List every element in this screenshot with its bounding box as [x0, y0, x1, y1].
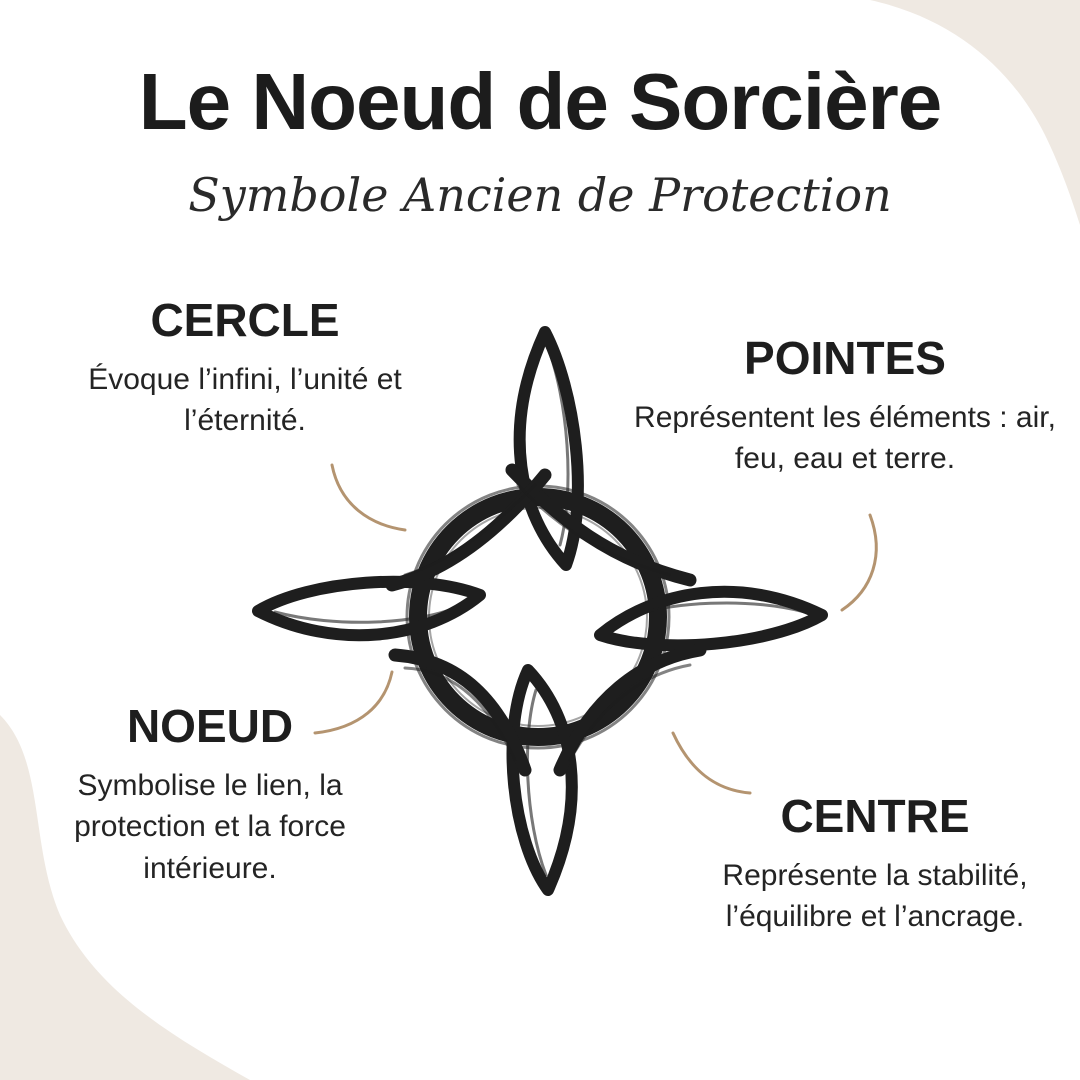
- cercle-description: Évoque l’infini, l’unité et l’éternité.: [88, 362, 402, 438]
- connector-cercle: [332, 465, 405, 530]
- page-subtitle: Symbole Ancien de Protection: [188, 168, 892, 222]
- label-block-centre: [690, 790, 1060, 938]
- label-block-noeud: [30, 700, 390, 889]
- page-title: Le Noeud de Sorcière: [138, 57, 942, 146]
- centre-heading: CENTRE: [780, 790, 970, 842]
- label-block-cercle: [55, 294, 435, 442]
- label-block-pointes: [625, 332, 1065, 480]
- noeud-description: Symbolise le lien, la protection et la force intérieure.: [74, 768, 346, 885]
- connector-pointes: [842, 515, 876, 610]
- knot-point-right: [600, 592, 822, 646]
- centre-description: Représente la stabilité, l’équilibre et l’ancrage.: [722, 858, 1028, 934]
- cercle-heading: CERCLE: [150, 294, 340, 346]
- knot-point-left: [258, 582, 480, 635]
- knot-point-bottom: [513, 670, 572, 890]
- pointes-description: Représentent les éléments : air, feu, eau et terre.: [634, 400, 1056, 476]
- connector-centre: [673, 733, 750, 793]
- pointes-heading: POINTES: [744, 332, 946, 384]
- noeud-heading: NOEUD: [126, 700, 294, 752]
